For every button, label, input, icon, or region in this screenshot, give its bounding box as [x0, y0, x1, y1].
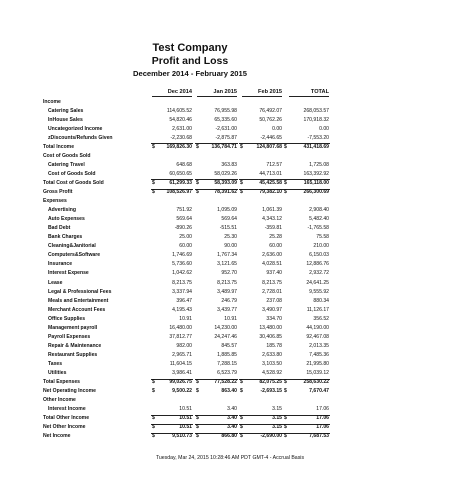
- currency-symbol: $: [284, 388, 287, 395]
- cell-value: 58,393.09: [214, 179, 237, 186]
- table-row: [0, 333, 474, 342]
- row-label: Net Other Income: [43, 424, 86, 431]
- cell-value: 982.00: [176, 342, 192, 349]
- row-label: Restaurant Supplies: [48, 351, 98, 358]
- cell-value: 569.64: [176, 216, 192, 223]
- currency-symbol: $: [196, 424, 199, 431]
- column-header-rule: [289, 96, 329, 97]
- cell-value: 3,489.97: [217, 288, 237, 295]
- cell-value: 3,121.65: [217, 261, 237, 268]
- currency-symbol: $: [240, 189, 243, 195]
- cell-value: 10.51: [179, 406, 192, 413]
- currency-symbol: $: [240, 433, 243, 440]
- cell-value: 258,630.22: [303, 379, 329, 386]
- row-label: Insurance: [48, 261, 73, 268]
- table-row: [0, 125, 474, 134]
- cell-value: 5,736.60: [172, 261, 192, 268]
- row-label: Income: [43, 98, 61, 105]
- cell-value: 165,118.00: [303, 179, 329, 186]
- cell-value: 185.78: [266, 342, 282, 349]
- row-label: Interest Income: [48, 406, 86, 413]
- cell-value: 845.57: [221, 342, 237, 349]
- table-row: [0, 107, 474, 116]
- column-header-rule: [242, 96, 282, 97]
- cell-value: 24,641.25: [306, 279, 329, 286]
- cell-value: 10.51: [179, 415, 192, 422]
- cell-value: 44,190.00: [306, 324, 329, 331]
- table-row: [0, 279, 474, 288]
- cell-value: 10.91: [224, 315, 237, 322]
- cell-value: 136,784.71: [211, 143, 237, 150]
- cell-value: -2,875.87: [215, 134, 237, 141]
- row-label: Uncategorized Income: [48, 125, 103, 132]
- table-row: [0, 405, 474, 414]
- currency-symbol: $: [152, 424, 155, 431]
- cell-value: 1,061.39: [262, 207, 282, 214]
- table-row: [0, 269, 474, 278]
- cell-value: 431,418.69: [303, 143, 329, 150]
- cell-value: 30,406.85: [259, 333, 282, 340]
- row-label: Expenses: [43, 198, 67, 205]
- table-row: [0, 224, 474, 233]
- table-row: [0, 206, 474, 215]
- cell-value: 3.15: [272, 424, 282, 431]
- cell-value: 7,288.15: [217, 360, 237, 367]
- cell-value: 2,728.01: [262, 288, 282, 295]
- cell-value: 3,439.77: [217, 306, 237, 313]
- cell-value: 11,126.17: [306, 306, 329, 313]
- table-row: [0, 188, 474, 197]
- cell-value: 237.08: [266, 297, 282, 304]
- cell-value: 712.57: [266, 161, 282, 168]
- cell-value: 77,528.22: [214, 379, 237, 386]
- table-row: [0, 233, 474, 242]
- cell-value: 65,335.60: [214, 116, 237, 123]
- table-row: [0, 396, 474, 405]
- cell-value: 952.70: [221, 270, 237, 277]
- cell-value: 1,725.08: [309, 161, 329, 168]
- cell-value: 7,485.36: [309, 351, 329, 358]
- currency-symbol: $: [240, 179, 243, 186]
- cell-value: 356.52: [313, 315, 329, 322]
- currency-symbol: $: [152, 179, 155, 186]
- currency-symbol: $: [240, 143, 243, 150]
- cell-value: 60.00: [269, 243, 282, 250]
- currency-symbol: $: [152, 433, 155, 440]
- cell-value: 3.40: [227, 406, 237, 413]
- cell-value: 170,918.32: [303, 116, 329, 123]
- row-label: Total Expenses: [43, 379, 80, 386]
- cell-value: 6,523.79: [217, 370, 237, 376]
- table-row: [0, 134, 474, 143]
- cell-value: 1,042.62: [172, 270, 192, 277]
- cell-value: 76,955.98: [214, 107, 237, 114]
- cell-value: 3.40: [227, 424, 237, 431]
- column-header: Feb 2015: [258, 89, 282, 95]
- row-label: Total Cost of Goods Sold: [43, 179, 104, 186]
- cell-value: 569.64: [221, 216, 237, 223]
- row-label: Interest Expense: [48, 270, 89, 277]
- table-row: [0, 297, 474, 306]
- cell-value: 648.68: [176, 161, 192, 168]
- cell-value: 24,247.46: [214, 333, 237, 340]
- row-label: Management payroll: [48, 324, 98, 331]
- currency-symbol: $: [152, 143, 155, 150]
- cell-value: 0.00: [272, 125, 282, 132]
- cell-value: 25.28: [269, 234, 282, 241]
- row-label: Catering Sales: [48, 107, 84, 114]
- cell-value: -2,693.15: [260, 388, 282, 395]
- row-label: Computers&Software: [48, 252, 101, 259]
- table-row: [0, 432, 474, 441]
- cell-value: 2,908.40: [309, 207, 329, 214]
- currency-symbol: $: [240, 424, 243, 431]
- table-row: [0, 242, 474, 251]
- cell-value: 4,528.92: [262, 370, 282, 376]
- currency-symbol: $: [284, 424, 287, 431]
- cell-value: 124,807.68: [256, 143, 282, 150]
- cell-value: -515.51: [219, 225, 237, 232]
- row-label: Meals and Entertainment: [48, 297, 109, 304]
- table-row: [0, 315, 474, 324]
- cell-value: 45,425.58: [259, 179, 282, 186]
- cell-value: 7,670.47: [309, 388, 329, 395]
- table-row: [0, 98, 474, 107]
- cell-value: 3,103.50: [262, 360, 282, 367]
- cell-value: 5,482.40: [309, 216, 329, 223]
- currency-symbol: $: [240, 379, 243, 386]
- table-row: [0, 251, 474, 260]
- table-row: [0, 215, 474, 224]
- currency-symbol: $: [196, 433, 199, 440]
- cell-value: 14,230.00: [214, 324, 237, 331]
- cell-value: 9,510.73: [172, 433, 192, 440]
- cell-value: 2,013.35: [309, 342, 329, 349]
- row-label: Taxes: [48, 360, 63, 367]
- cell-value: 21,995.80: [306, 360, 329, 367]
- table-row: [0, 369, 474, 378]
- cell-value: 13,480.00: [259, 324, 282, 331]
- table-row: [0, 170, 474, 179]
- cell-value: 163,392.92: [303, 170, 329, 177]
- currency-symbol: $: [240, 415, 243, 422]
- currency-symbol: $: [152, 415, 155, 422]
- row-label: Merchant Account Fees: [48, 306, 106, 313]
- table-row: [0, 143, 474, 152]
- currency-symbol: $: [152, 379, 155, 386]
- cell-value: 12,886.76: [306, 261, 329, 268]
- row-label: Repair & Maintenance: [48, 342, 102, 349]
- row-label: Auto Expenses: [48, 216, 85, 223]
- cell-value: 15,039.12: [306, 370, 329, 376]
- cell-value: 363.83: [221, 161, 237, 168]
- currency-symbol: $: [196, 388, 199, 395]
- column-header-rule: [197, 96, 237, 97]
- cell-value: 8,213.75: [262, 279, 282, 286]
- table-row: [0, 161, 474, 170]
- row-label: Other Income: [43, 397, 76, 404]
- cell-value: 396.47: [176, 297, 192, 304]
- cell-value: 4,195.43: [172, 306, 192, 313]
- row-label: Cost of Goods Sold: [48, 170, 96, 177]
- row-label: Legal & Professional Fees: [48, 288, 112, 295]
- cell-value: 17.06: [316, 424, 329, 431]
- cell-value: 169,826.30: [166, 143, 192, 150]
- cell-value: 78,391.62: [214, 189, 237, 195]
- cell-value: -7,553.20: [307, 134, 329, 141]
- cell-value: 76,492.07: [259, 107, 282, 114]
- cell-value: 8,213.75: [172, 279, 192, 286]
- table-row: [0, 197, 474, 206]
- cell-value: 4,343.12: [262, 216, 282, 223]
- cell-value: 44,713.01: [259, 170, 282, 177]
- currency-symbol: $: [240, 388, 243, 395]
- cell-value: 2,636.00: [262, 252, 282, 259]
- cell-value: 9,500.22: [172, 388, 192, 395]
- row-label: Advertising: [48, 207, 77, 214]
- row-label: Cost of Goods Sold: [43, 152, 91, 159]
- row-label: Net Operating Income: [43, 388, 96, 395]
- cell-value: 4,028.51: [262, 261, 282, 268]
- cell-value: 50,762.26: [259, 116, 282, 123]
- table-row: [0, 288, 474, 297]
- cell-value: -2,631.00: [215, 125, 237, 132]
- currency-symbol: $: [284, 433, 287, 440]
- table-row: [0, 387, 474, 396]
- column-header-rule: [152, 96, 192, 97]
- cell-value: 3.40: [227, 415, 237, 422]
- cell-value: 937.40: [266, 270, 282, 277]
- table-row: [0, 351, 474, 360]
- cell-value: 75.58: [316, 234, 329, 241]
- table-row: [0, 342, 474, 351]
- row-label: zDiscounts/Refunds Given: [48, 134, 113, 141]
- cell-value: 17.06: [316, 415, 329, 422]
- row-label: Total Income: [43, 143, 75, 150]
- row-label: Payroll Expenses: [48, 333, 91, 340]
- table-row: [0, 179, 474, 188]
- cell-value: 2,965.71: [172, 351, 192, 358]
- row-label: Office Supplies: [48, 315, 86, 322]
- cell-value: 79,382.10: [259, 189, 282, 195]
- cell-value: 114,605.52: [166, 107, 192, 114]
- row-label: Cleaning&Janitorial: [48, 243, 96, 250]
- table-row: [0, 360, 474, 369]
- cell-value: 7,687.53: [309, 433, 329, 440]
- currency-symbol: $: [152, 388, 155, 395]
- cell-value: 1,885.85: [217, 351, 237, 358]
- table-row: [0, 306, 474, 315]
- cell-value: 25.30: [224, 234, 237, 241]
- cell-value: 25.00: [179, 234, 192, 241]
- cell-value: 108,526.97: [166, 189, 192, 195]
- cell-value: 58,029.26: [214, 170, 237, 177]
- currency-symbol: $: [196, 143, 199, 150]
- currency-symbol: $: [196, 189, 199, 195]
- currency-symbol: $: [196, 179, 199, 186]
- currency-symbol: $: [196, 415, 199, 422]
- cell-value: 11,604.15: [169, 360, 192, 367]
- row-label: Bad Debt: [48, 225, 71, 232]
- company-name: Test Company: [152, 42, 228, 54]
- row-label: Bank Charges: [48, 234, 83, 241]
- cell-value: -2,446.65: [260, 134, 282, 141]
- cell-value: 6,150.03: [309, 252, 329, 259]
- cell-value: 863.40: [221, 388, 237, 395]
- cell-value: 866.80: [221, 433, 237, 440]
- currency-symbol: $: [284, 415, 287, 422]
- cell-value: 880.34: [313, 297, 329, 304]
- currency-symbol: $: [284, 179, 287, 186]
- cell-value: 61,299.33: [169, 179, 192, 186]
- cell-value: 16,480.00: [169, 324, 192, 331]
- cell-value: 0.00: [319, 125, 329, 132]
- currency-symbol: $: [196, 379, 199, 386]
- column-header: TOTAL: [310, 89, 329, 95]
- cell-value: -2,690.00: [260, 433, 282, 440]
- row-label: Lease: [48, 279, 63, 286]
- cell-value: 8,213.75: [217, 279, 237, 286]
- cell-value: 9,555.92: [309, 288, 329, 295]
- cell-value: 10.51: [179, 424, 192, 431]
- column-header: Dec 2014: [167, 89, 192, 95]
- cell-value: 3,986.41: [172, 370, 192, 376]
- currency-symbol: $: [284, 143, 287, 150]
- row-label: InHouse Sales: [48, 116, 83, 123]
- cell-value: 82,075.25: [259, 379, 282, 386]
- cell-value: 54,820.46: [169, 116, 192, 123]
- row-label: Gross Profit: [43, 189, 73, 195]
- cell-value: 1,767.34: [217, 252, 237, 259]
- cell-value: 246.79: [221, 297, 237, 304]
- currency-symbol: $: [284, 189, 287, 195]
- cell-value: 10.91: [179, 315, 192, 322]
- cell-value: 3,337.94: [172, 288, 192, 295]
- cell-value: 90.00: [224, 243, 237, 250]
- table-row: [0, 378, 474, 387]
- table-row: [0, 414, 474, 423]
- row-label: Net Income: [43, 433, 71, 440]
- cell-value: 60.00: [179, 243, 192, 250]
- report-date-range: December 2014 - February 2015: [133, 69, 247, 78]
- table-row: [0, 260, 474, 269]
- cell-value: -890.26: [174, 225, 192, 232]
- cell-value: 17.06: [316, 406, 329, 413]
- cell-value: 37,812.77: [169, 333, 192, 340]
- cell-value: 92,467.08: [306, 333, 329, 340]
- cell-value: 210.00: [313, 243, 329, 250]
- currency-symbol: $: [284, 379, 287, 386]
- table-row: [0, 116, 474, 125]
- cell-value: -1,765.58: [307, 225, 329, 232]
- currency-symbol: $: [152, 189, 155, 195]
- cell-value: -359.81: [264, 225, 282, 232]
- cell-value: 3.15: [272, 415, 282, 422]
- cell-value: 751.92: [176, 207, 192, 214]
- row-label: Catering Travel: [48, 161, 85, 168]
- report-title: Profit and Loss: [151, 55, 229, 67]
- column-header: Jan 2015: [213, 89, 237, 95]
- table-row: [0, 423, 474, 432]
- cell-value: 334.70: [266, 315, 282, 322]
- row-label: Total Other Income: [43, 415, 90, 422]
- cell-value: 1,095.09: [217, 207, 237, 214]
- cell-value: 2,633.80: [262, 351, 282, 358]
- cell-value: 266,300.69: [303, 189, 329, 195]
- report-footer: Tuesday, Mar 24, 2015 10:28:46 AM PDT GMT-4 - Accrual Basis: [155, 455, 305, 461]
- table-row: [0, 152, 474, 161]
- table-row: [0, 324, 474, 333]
- cell-value: 3,490.97: [262, 306, 282, 313]
- cell-value: 1,746.69: [172, 252, 192, 259]
- cell-value: 2,932.72: [309, 270, 329, 277]
- cell-value: 3.15: [272, 406, 282, 413]
- cell-value: -2,230.68: [170, 134, 192, 141]
- cell-value: 2,631.00: [172, 125, 192, 132]
- row-label: Utilities: [48, 370, 67, 376]
- cell-value: 268,053.57: [303, 107, 329, 114]
- cell-value: 99,026.75: [169, 379, 192, 386]
- cell-value: 60,650.65: [169, 170, 192, 177]
